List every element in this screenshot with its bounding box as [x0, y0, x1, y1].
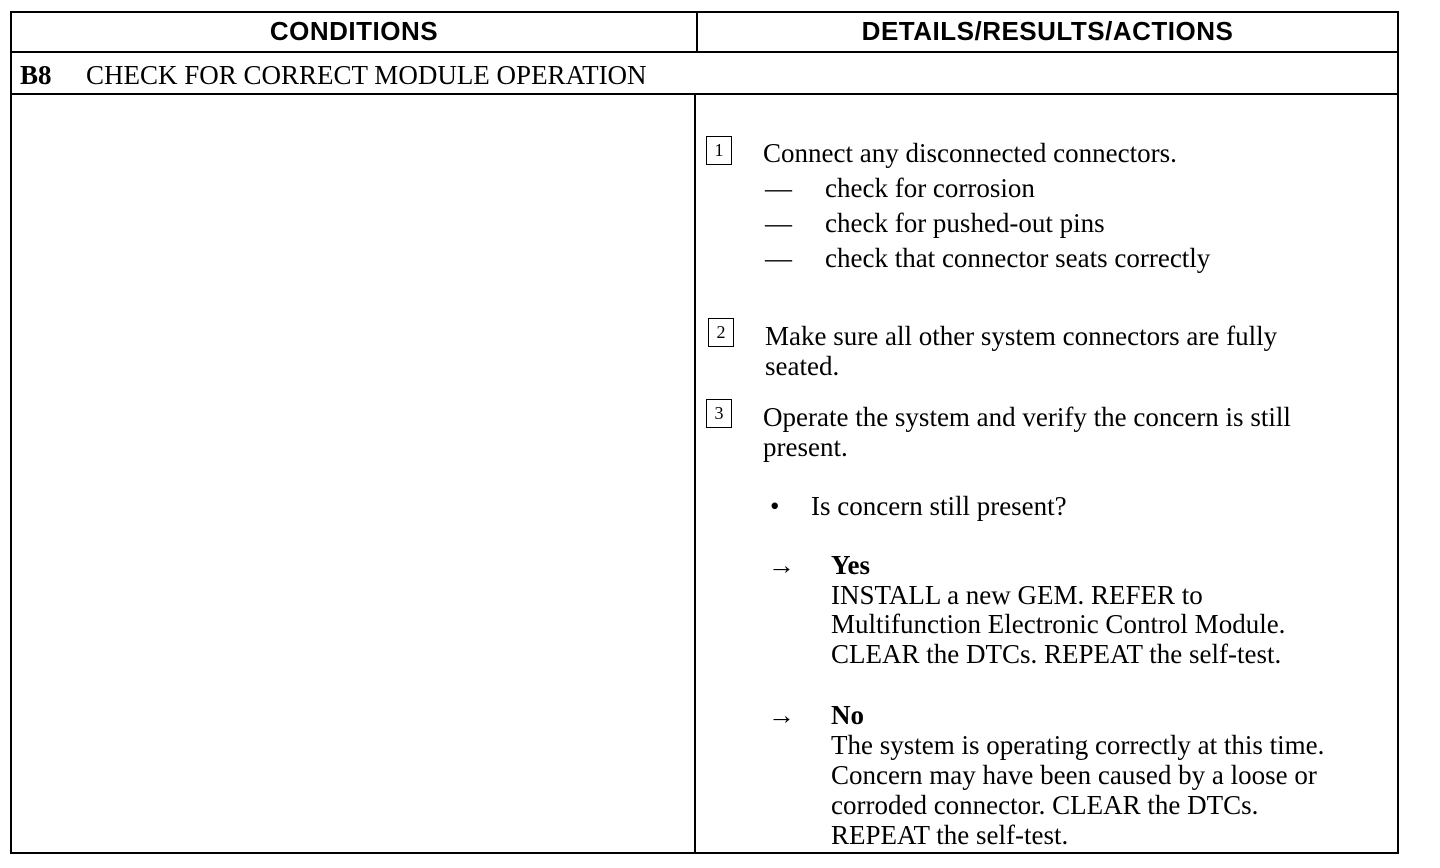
no-label: No [831, 700, 864, 730]
arrow-right-icon: → [768, 550, 795, 580]
details-header: DETAILS/RESULTS/ACTIONS [861, 16, 1234, 46]
check-item-3: check that connector seats correctly [825, 243, 1211, 273]
no-line-3: corroded connector. CLEAR the DTCs. [831, 790, 1259, 820]
action-3-line-1: Operate the system and verify the concern is still [763, 402, 1291, 432]
action-1-text: Connect any disconnected connectors. [763, 138, 1177, 168]
bullet-icon: • [770, 491, 780, 521]
no-line-2: Concern may have been caused by a loose or [831, 760, 1317, 790]
no-line-1: The system is operating correctly at this time. [831, 730, 1325, 760]
no-line-4: REPEAT the self-test. [831, 820, 1069, 850]
step-number-box-2: 2 [708, 318, 734, 347]
check-item-1: check for corrosion [825, 173, 1035, 203]
action-2-line-1: Make sure all other system connectors are fully [765, 321, 1278, 351]
step-number-box-1: 1 [706, 136, 732, 165]
dash-1: — [765, 173, 792, 203]
check-item-2: check for pushed-out pins [825, 208, 1105, 238]
action-3-line-2: present. [763, 432, 848, 462]
conditions-header: CONDITIONS [269, 16, 439, 46]
question-text: Is concern still present? [811, 491, 1067, 521]
yes-line-1: INSTALL a new GEM. REFER to [831, 580, 1203, 610]
dash-2: — [765, 208, 792, 238]
action-2-line-2: seated. [765, 351, 840, 381]
yes-label: Yes [831, 550, 870, 580]
step-number-box-3: 3 [706, 399, 732, 428]
arrow-right-icon: → [768, 700, 795, 730]
dash-3: — [765, 243, 792, 273]
step-title: CHECK FOR CORRECT MODULE OPERATION [86, 60, 647, 90]
yes-line-2: Multifunction Electronic Control Module. [831, 609, 1286, 639]
yes-line-3: CLEAR the DTCs. REPEAT the self-test. [831, 639, 1282, 669]
step-id: B8 [20, 60, 52, 90]
